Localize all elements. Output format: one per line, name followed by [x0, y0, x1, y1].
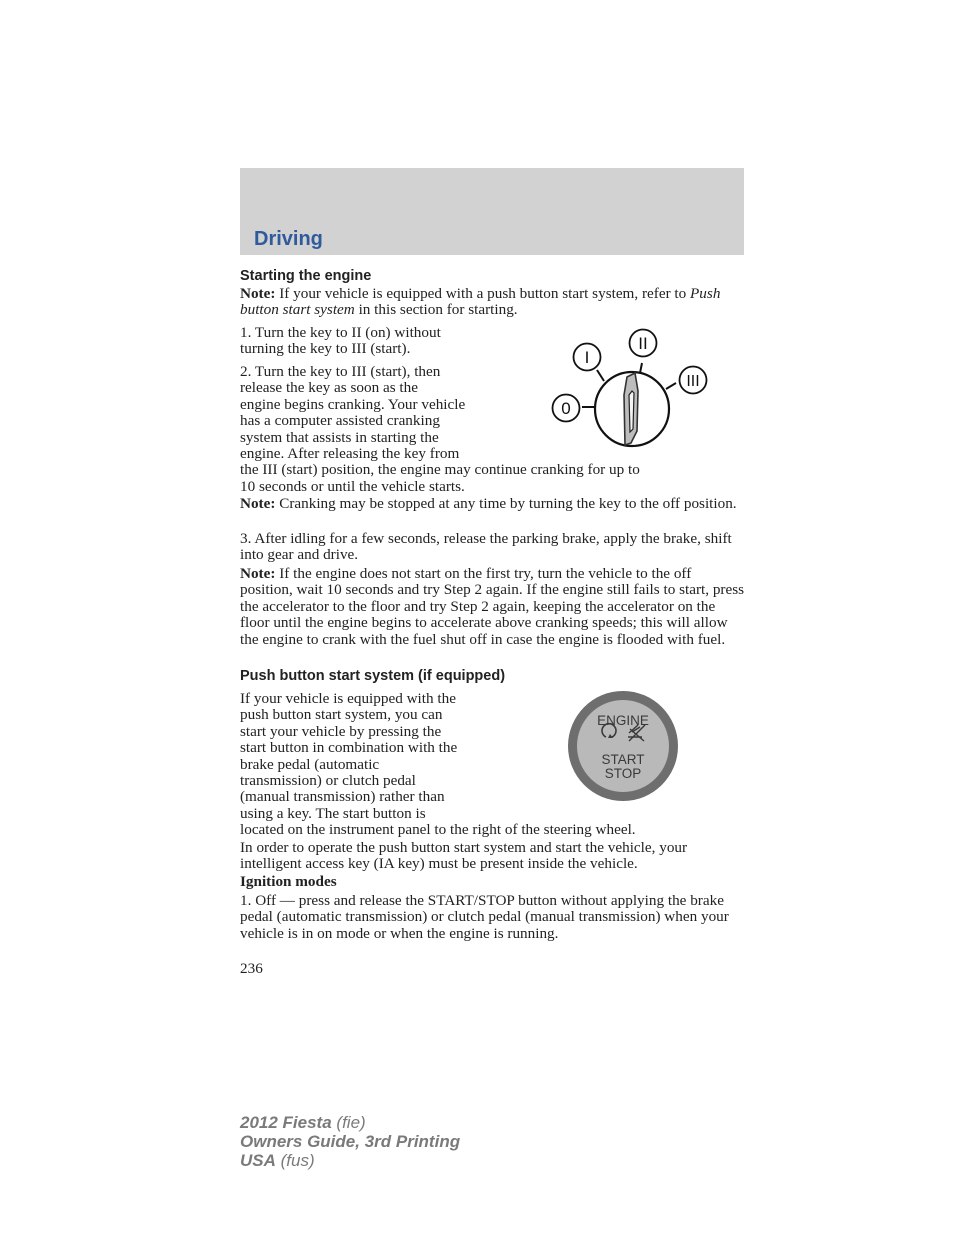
button-label-start: START — [601, 752, 645, 767]
note-flooded — [240, 566, 746, 648]
paragraph-line: start your vehicle by pressing the — [240, 722, 442, 740]
footer-market-code: (fus) — [280, 1151, 315, 1170]
page-number: 236 — [240, 960, 263, 977]
cross-reference: Push button start system — [240, 285, 721, 319]
note-text: in this section for starting. — [354, 301, 518, 319]
note-push-button — [240, 286, 746, 319]
step-2-line: has a computer assisted cranking — [240, 412, 440, 430]
paragraph-line: located on the instrument panel to the right of the steering wheel. — [240, 821, 636, 839]
ia-key-paragraph: In order to operate the push button start system and start the vehicle, your intelligent access key (IA key) must be present inside the vehicle. — [240, 839, 688, 873]
position-label-start: III — [686, 373, 700, 390]
section-header-band — [240, 168, 744, 255]
note-text: If the engine does not start on the first try, turn the vehicle to the off position, wait 10 seconds and try Step 2 again. If the engine still fails to start, press the accelerator to the floor and try Step 2 again, keeping the accelerator on the floor until the engine begins to accelerate above cranking speeds; this will allow the engine to crank with the fuel shut off in case the engine is flooded with fuel. — [240, 565, 745, 648]
note-label: Note: — [240, 495, 276, 512]
position-label-off: 0 — [561, 399, 571, 418]
note-label: Note: — [240, 565, 276, 582]
note-label: Note: — [240, 285, 276, 302]
position-label-accessory: I — [584, 348, 590, 367]
step-3: 3. After idling for a few seconds, release the parking brake, apply the brake, shift into gear and drive. — [240, 530, 732, 564]
step-2-line: engine begins cranking. Your vehicle — [240, 395, 466, 413]
step-2-line: 10 seconds or until the vehicle starts. — [240, 477, 465, 495]
step-2-line: the III (start) position, the engine may continue cranking for up to — [240, 461, 640, 479]
footer-model-code: (fie) — [336, 1113, 366, 1132]
engine-start-stop-button-illustration — [566, 689, 682, 805]
step-1-line: turning the key to III (start). — [240, 340, 411, 358]
footer-guide: Owners Guide, 3rd Printing — [240, 1132, 461, 1151]
paragraph-line: (manual transmission) rather than — [240, 788, 445, 806]
heading-starting-engine: Starting the engine — [240, 268, 372, 284]
step-2-line: release the key as soon as the — [240, 379, 418, 397]
paragraph-line: push button start system, you can — [240, 706, 443, 724]
footer-market: USA — [240, 1151, 276, 1170]
paragraph-line: If your vehicle is equipped with the — [240, 690, 456, 707]
footer-model: 2012 Fiesta — [240, 1113, 332, 1132]
ignition-mode-off: 1. Off — press and release the START/STOP button without applying the brake pedal (automatic transmission) or clutch pedal (manual transmission) when your vehicle is in on mode or when the engine is running. — [240, 892, 729, 942]
footer-model-line — [240, 1113, 460, 1132]
step-2-line: 2. Turn the key to III (start), then — [240, 363, 441, 380]
paragraph-line: brake pedal (automatic — [240, 755, 380, 773]
note-text: Cranking may be stopped at any time by turning the key to the off position. — [275, 495, 737, 512]
step-1-line: 1. Turn the key to II (on) without — [240, 324, 441, 341]
step-2-line: system that assists in starting the — [240, 428, 439, 446]
section-title: Driving — [254, 228, 323, 250]
step-1 — [240, 325, 441, 358]
heading-push-button: Push button start system (if equipped) — [240, 668, 506, 684]
paragraph-line: transmission) or clutch pedal — [240, 772, 416, 790]
button-label-stop: STOP — [604, 766, 642, 781]
button-label-engine: ENGINE — [597, 713, 649, 728]
note-text: If your vehicle is equipped with a push button start system, refer to — [275, 285, 691, 302]
paragraph-line: start button in combination with the — [240, 739, 458, 757]
ignition-key-diagram — [546, 325, 716, 455]
position-label-on: II — [638, 334, 648, 353]
subheading-ignition-modes: Ignition modes — [240, 873, 337, 890]
document-footer — [240, 1113, 460, 1170]
step-2-line: engine. After releasing the key from — [240, 445, 460, 463]
footer-market-line — [240, 1151, 460, 1170]
paragraph-line: using a key. The start button is — [240, 804, 426, 822]
note-cranking — [240, 496, 746, 512]
